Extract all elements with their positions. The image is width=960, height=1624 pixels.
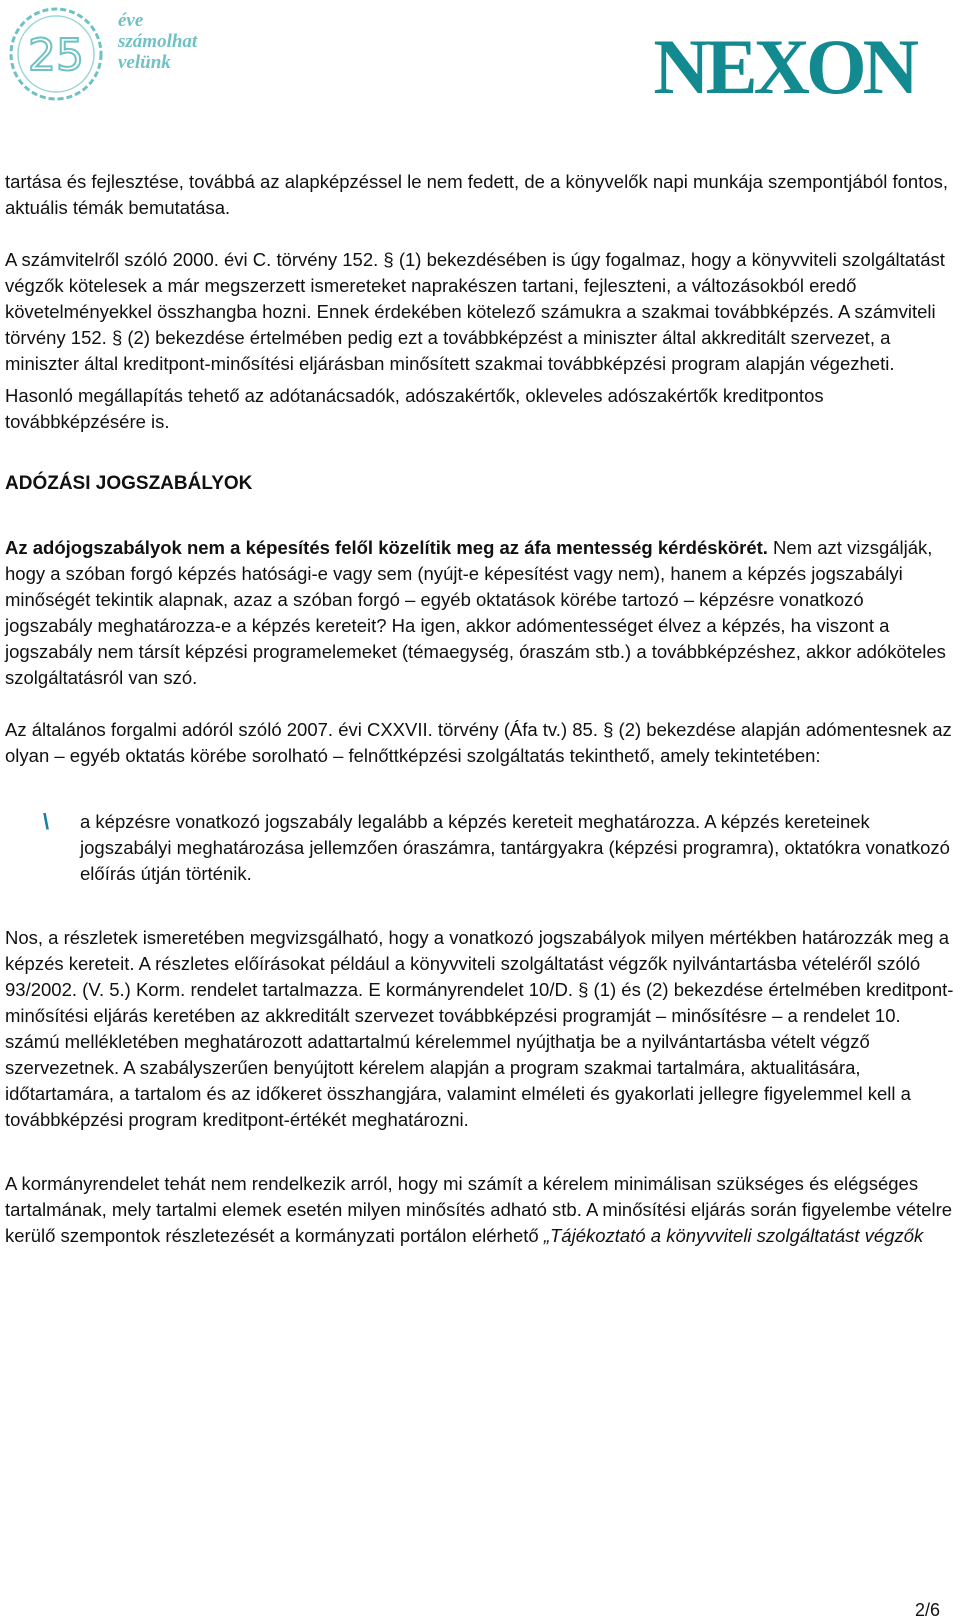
paragraph-szamviteli-torveny: A számvitelről szóló 2000. évi C. törvény 152. § (1) bekezdésében is úgy fogalmaz, hogy a könyvviteli szolgáltatást végzők kötelesek a már megszerzett ismereteket naprakészen tartani, fejleszteni, a változásokból eredő követelményekkel összhangba hozni. Ennek érdekében kötelező számukra a szakmai továbbképzés. A számviteli törvény 152. § (2) bekezdése értelmében pedig ezt a továbbképzést a miniszter által akkreditált szervezet, a miniszter által kreditpont-minősítési eljárásban minősített szakmai továbbképzési program alapján végezheti. [5,249,945,374]
page-header [0,0,960,110]
logo-number: 25 [28,30,84,81]
bullet-icon: \ [43,809,50,834]
paragraph-adojogszabalyok [5,535,955,691]
paragraph-minositesi-eljaras [5,1171,955,1249]
paragraph-bold-lead: Az adójogszabályok nem a képesítés felől közelítik meg az áfa mentesség kérdéskörét. [5,537,768,558]
list-item-text: a képzésre vonatkozó jogszabály legalább a képzés kereteit meghatározza. A képzés kereteinek jogszabályi meghatározása jellemzően óraszámra, tantárgyakra (képzési programra), oktatókra vonatkozó előírás útján történik. [80,811,950,884]
logo-line: éve [118,10,144,31]
paragraph-intro: tartása és fejlesztése, továbbá az alapképzéssel le nem fedett, de a könyvelők napi munkája szempontjából fontos, aktuális témák bemutatása. [5,171,949,218]
paragraph-kormanyrendelet: Nos, a részletek ismeretében megvizsgálható, hogy a vonatkozó jogszabályok milyen mértékben határozzák meg a képzés kereteit. A részletes előírásokat például a könyvviteli szolgáltatást végzők nyilvántartásba vételéről szóló 93/2002. (V. 5.) Korm. rendelet tartalmazza. E kormányrendelet 10/D. § (1) és (2) bekezdése értelmében kreditpont-minősítési eljárás keretében az akkreditált szervezet továbbképzési programját – minősítésre – a rendelet 10. számú mellékletében meghatározott adattartalmú kérelemmel nyújthatja be a nyilvántartásba vételt végző szervezetnek. A szabályszerűen benyújtott kérelem alapján a program szakmai tartalmára, aktualitására, időtartamára, a tartalom és az időkeret összhangjára, valamint elméleti és gyakorlati jellegre figyelemmel kell a továbbképzési program kreditpont-értékét meghatározni. [5,927,954,1130]
paragraph-adotanacsadok: Hasonló megállapítás tehető az adótanácsadók, adószakértők, okleveles adószakértők kreditpontos továbbképzésére is. [5,385,824,432]
logo-tagline [118,10,197,73]
nexon-logo: NEXON [653,23,915,110]
paragraph-italic-title: „Tájékoztató a könyvviteli szolgáltatást végzők [543,1225,924,1246]
section-heading: ADÓZÁSI JOGSZABÁLYOK [5,473,253,494]
list-item [5,809,955,887]
paragraph-text: A kormányrendelet tehát nem rendelkezik arról, hogy mi számít a kérelem minimálisan szükséges és elégséges tartalmának, mely tartalmi elemek esetén milyen minősítés adható stb. A minősítési eljárás során figyelembe vételre kerülő szempontok részletezését a kormányzati portálon elérhető [5,1173,953,1246]
paragraph-afa-tv: Az általános forgalmi adóról szóló 2007. évi CXXVII. törvény (Áfa tv.) 85. § (2) bekezdése alapján adómentesnek az olyan – egyéb oktatás körébe sorolható – felnőttképzési szolgáltatás tekinthető, amely tekintetében: [5,719,952,766]
page-number: 2/6 [914,1600,940,1620]
logo-line: velünk [118,52,171,73]
logo-line: számolhat [118,31,198,52]
paragraph-text: Nem azt vizsgálják, hogy a szóban forgó képzés hatósági-e vagy sem (nyújt-e képesítést vagy nem), hanem a képzés jogszabályi minőségét tekintik alapnak, azaz a szóban forgó – egyéb oktatások körébe tartozó – képzésre vonatkozó jogszabály meghatározza-e a képzés kereteit? Ha igen, akkor adómentességet élvez a képzés, ha viszont a jogszabály nem társít képzési programelemeket (témaegység, óraszám stb.) a továbbképzéshez, akkor adóköteles szolgáltatásról van szó. [5,537,946,688]
document-body [5,169,955,1249]
anniversary-25-logo [6,4,116,104]
